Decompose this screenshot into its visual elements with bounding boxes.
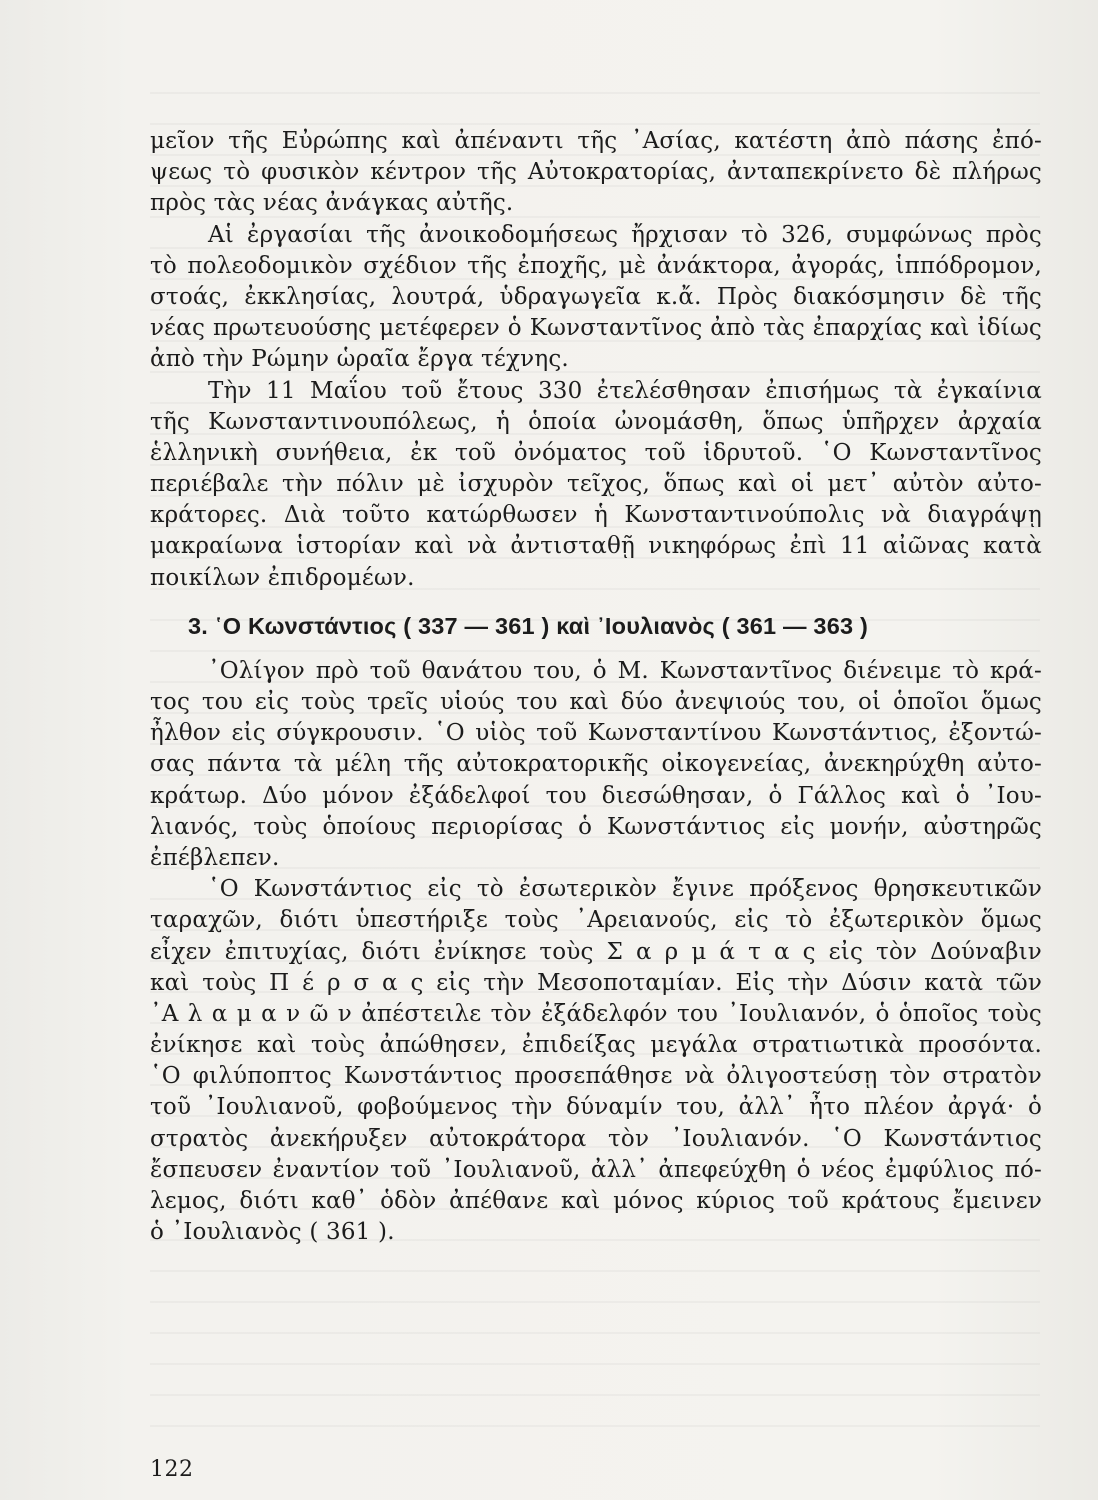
text-line: ᾿Ολίγον πρὸ τοῦ θανάτου του, ὁ Μ. Κωνσταντῖνος διένειμε τὸ κρά- (208, 657, 1042, 684)
paragraph-division-of-empire (150, 656, 1042, 874)
text-line: λιανός, τοὺς ὁποίους περιορίσας ὁ Κωνστάντιος εἰς μονήν, αὐστηρῶς (150, 813, 1042, 840)
text-line: ταραχῶν, διότι ὑπεστήριξε τοὺς ᾿Αρειανούς, εἰς τὸ ἐξωτερικὸν ὅμως (150, 907, 1042, 934)
text-line: στρατὸς ἀνεκήρυξεν αὐτοκράτορα τὸν ᾿Ιουλιανόν. ῾Ο Κωνστάντιος (150, 1125, 1042, 1152)
text-line: περιέβαλε τὴν πόλιν μὲ ἰσχυρὸν τεῖχος, ὅπως καὶ οἱ μετ᾿ αὐτὸν αὐτο- (150, 471, 1042, 498)
text-line: κράτορες. Διὰ τοῦτο κατώρθωσεν ἡ Κωνσταντινούπολις νὰ διαγράψῃ (150, 502, 1042, 529)
text-line: ἐνίκησε καὶ τοὺς ἀπώθησεν, ἐπιδείξας μεγάλα στρατιωτικὰ προσόντα. (150, 1032, 1042, 1059)
text-line: ἔσπευσεν ἐναντίον τοῦ ᾿Ιουλιανοῦ, ἀλλ᾿ ἀπεφεύχθη ὁ νέος ἐμφύλιος πό- (150, 1156, 1042, 1183)
text-line: ἀπὸ τὴν Ρώμην ὡραῖα ἔργα τέχνης. (150, 346, 569, 373)
text-line: τος του εἰς τοὺς τρεῖς υἱούς του καὶ δύο ἀνεψιούς του, οἱ ὁποῖοι ὅμως (150, 689, 1042, 715)
text-line: ψεως τὸ φυσικὸν κέντρον τῆς Αὐτοκρατορίας, ἀνταπεκρίνετο δὲ πλήρως (150, 159, 1042, 186)
text-line: μεῖον τῆς Εὐρώπης καὶ ἀπέναντι τῆς ᾿Ασίας, κατέστη ἀπὸ πάσης ἐπό- (150, 128, 1042, 154)
paragraph-city-center (150, 126, 1042, 220)
text-line: ῾Ο φιλύποπτος Κωνστάντιος προσεπάθησε νὰ ὀλιγοστεύσῃ τὸν στρατὸν (150, 1063, 1042, 1090)
text-line: σας πάντα τὰ μέλη τῆς αὐτοκρατορικῆς οἰκογενείας, ἀνεκηρύχθη αὐτο- (150, 751, 1042, 778)
text-column (150, 126, 1042, 1248)
text-line: ποικίλων ἐπιδρομέων. (150, 564, 415, 591)
text-line: ᾿Α λ α μ α ν ῶ ν ἀπέστειλε τὸν ἐξάδελφόν του ᾿Ιουλιανόν, ὁ ὁποῖος τοὺς (150, 1000, 1042, 1027)
text-line: τοῦ ᾿Ιουλιανοῦ, φοβούμενος τὴν δύναμίν του, ἀλλ᾿ ἦτο πλέον ἀργά· ὁ (150, 1094, 1042, 1121)
text-line: ἑλληνικὴ συνήθεια, ἐκ τοῦ ὀνόματος τοῦ ἱδρυτοῦ. ῾Ο Κωνσταντῖνος (150, 439, 1042, 466)
text-line: τῆς Κωνσταντινουπόλεως, ἡ ὁποία ὠνομάσθη, ὅπως ὑπῆρχεν ἀρχαία (150, 408, 1042, 435)
text-line: Τὴν 11 Μαΐου τοῦ ἔτους 330 ἐτελέσθησαν ἐπισήμως τὰ ἐγκαίνια (208, 377, 1042, 404)
paragraph-inauguration (150, 376, 1042, 594)
text-line: Αἱ ἐργασίαι τῆς ἀνοικοδομήσεως ἤρχισαν τὸ 326, συμφώνως πρὸς (208, 221, 1042, 248)
text-line: ὁ ᾿Ιουλιανὸς ( 361 ). (150, 1219, 395, 1246)
text-line: ῾Ο Κωνστάντιος εἰς τὸ ἐσωτερικὸν ἔγινε πρόξενος θρησκευτικῶν (208, 876, 1042, 903)
text-line: κράτωρ. Δύο μόνον ἐξάδελφοί του διεσώθησαν, ὁ Γάλλος καὶ ὁ ᾿Ιου- (150, 782, 1042, 809)
section-heading: 3. ῾Ο Κωνστάντιος ( 337 — 361 ) καὶ ᾿Ιουλιανὸς ( 361 — 363 ) (188, 612, 868, 639)
page-number: 122 (150, 1457, 194, 1482)
text-line: στοάς, ἐκκλησίας, λουτρά, ὑδραγωγεῖα κ.ἄ. Πρὸς διακόσμησιν δὲ τῆς (150, 283, 1042, 310)
paragraph-constantius-reign (150, 874, 1042, 1248)
text-line: εἶχεν ἐπιτυχίας, διότι ἐνίκησε τοὺς Σ α ρ μ ά τ α ς εἰς τὸν Δούναβιν (150, 938, 1042, 965)
text-line: λεμος, διότι καθ᾿ ὁδὸν ἀπέθανε καὶ μόνος κύριος τοῦ κράτους ἔμεινεν (150, 1188, 1042, 1214)
text-line: μακραίωνα ἱστορίαν καὶ νὰ ἀντισταθῇ νικηφόρως ἐπὶ 11 αἰῶνας κατὰ (150, 533, 1042, 560)
text-line: ἐπέβλεπεν. (150, 844, 280, 871)
text-line: τὸ πολεοδομικὸν σχέδιον τῆς ἐποχῆς, μὲ ἀνάκτορα, ἀγοράς, ἱππόδρομον, (150, 252, 1042, 279)
paragraph-construction-works (150, 220, 1042, 376)
text-line: πρὸς τὰς νέας ἀνάγκας αὐτῆς. (150, 190, 514, 217)
text-line: ἦλθον εἰς σύγκρουσιν. ῾Ο υἱὸς τοῦ Κωνσταντίνου Κωνστάντιος, ἐξοντώ- (150, 720, 1042, 747)
text-line: καὶ τοὺς Π έ ρ σ α ς εἰς τὴν Μεσοποταμίαν. Εἰς τὴν Δύσιν κατὰ τῶν (150, 969, 1042, 996)
text-line: νέας πρωτευούσης μετέφερεν ὁ Κωνσταντῖνος ἀπὸ τὰς ἐπαρχίας καὶ ἰδίως (150, 315, 1042, 342)
